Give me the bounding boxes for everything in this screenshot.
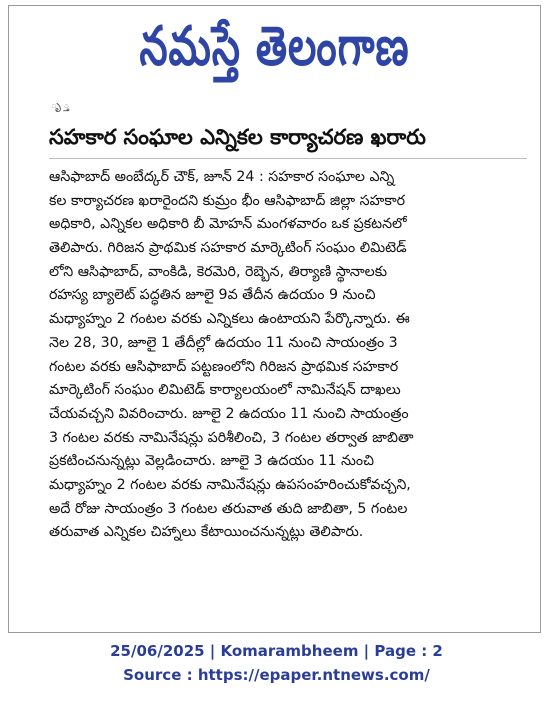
- article-line: మధ్యాహ్నం 2 గంటల వరకు నామినేషన్లు ఉపసంహరించుకోవచ్చని,: [49, 476, 411, 493]
- article-line: ఆసిఫాబాద్ అంబేద్కర్ చౌక్, జూన్ 24 : సహకార సంఘాల ఎన్ని: [49, 169, 395, 185]
- article-line: నెల 28, 30, జూలై 1 తేదీల్లో ఉదయం 11 నుంచి సాయంత్రం 3: [49, 334, 398, 351]
- clipping-frame: [8, 5, 541, 633]
- article-line: రహస్య బ్యాలెట్ పద్ధతిన జూలై 9వ తేదీన ఉదయం 9 నుంచి: [49, 287, 376, 304]
- article-line: మార్కెటింగ్ సంఘం లిమిటెడ్ కార్యాలయంలో నామినేషన్ దాఖలు: [49, 382, 401, 399]
- article-headline: సహకార సంఘాల ఎన్నికల కార్యాచరణ ఖరారు: [49, 125, 426, 149]
- article-line: ప్రకటించనున్నట్లు వెల్లడించారు. జూలై 3 ఉదయం 11 నుంచి: [49, 453, 374, 470]
- article-line: లోని ఆసిఫాబాద్, వాంకిడి, కెరమెరి, రెబ్బెన, తిర్యాణి స్థానాలకు: [49, 263, 388, 280]
- article-line: అధికారి, ఎన్నికల అధికారి బీ మోహన్ మంగళవారం ఒక ప్రకటనలో: [49, 216, 407, 233]
- article-line: 3 గంటల వరకు నామినేషన్లు పరిశీలించి, 3 గంటల తర్వాత జాబితా: [49, 429, 414, 446]
- article-line: తరువాత ఎన్నికల చిహ్నాలు కేటాయించనున్నట్లు తెలిపారు.: [49, 524, 364, 541]
- masthead-title: నమస్తే తెలంగాణ: [139, 15, 410, 79]
- article-line: అదే రోజు సాయంత్రం 3 గంటల తరువాత తుది జాబితా, 5 గంటల: [49, 500, 408, 517]
- article-line: తెలిపారు. గిరిజన ప్రాథమిక సహకార మార్కెటింగ్ సంఘం లిమిటెడ్: [49, 240, 407, 257]
- footer-source-line: Source : https://epaper.ntnews.com/: [123, 666, 430, 684]
- article-line: కల కార్యాచరణ ఖరారైందని కుమ్రం భీం ఆసిఫాబాద్ జిల్లా సహకార: [49, 192, 406, 209]
- cropped-text-fragment: ృ ్త: [51, 100, 70, 111]
- article-body: [49, 166, 527, 545]
- article-line: చేయవచ్చని వివరించారు. జూలై 2 ఉదయం 11 నుంచి సాయంత్రం: [49, 405, 409, 422]
- newspaper-masthead: [9, 12, 540, 82]
- footer-date-line: 25/06/2025 | Komarambheem | Page : 2: [110, 642, 443, 660]
- headline-divider: [49, 158, 527, 159]
- article-line: గంటల వరకు ఆసిఫాబాద్ పట్టణంలోని గిరిజన ప్రాథమిక సహకార: [49, 358, 399, 375]
- article-line: మధ్యాహ్నం 2 గంటల వరకు ఎన్నికలు ఉంటాయని పేర్కొన్నారు. ఈ: [49, 311, 410, 328]
